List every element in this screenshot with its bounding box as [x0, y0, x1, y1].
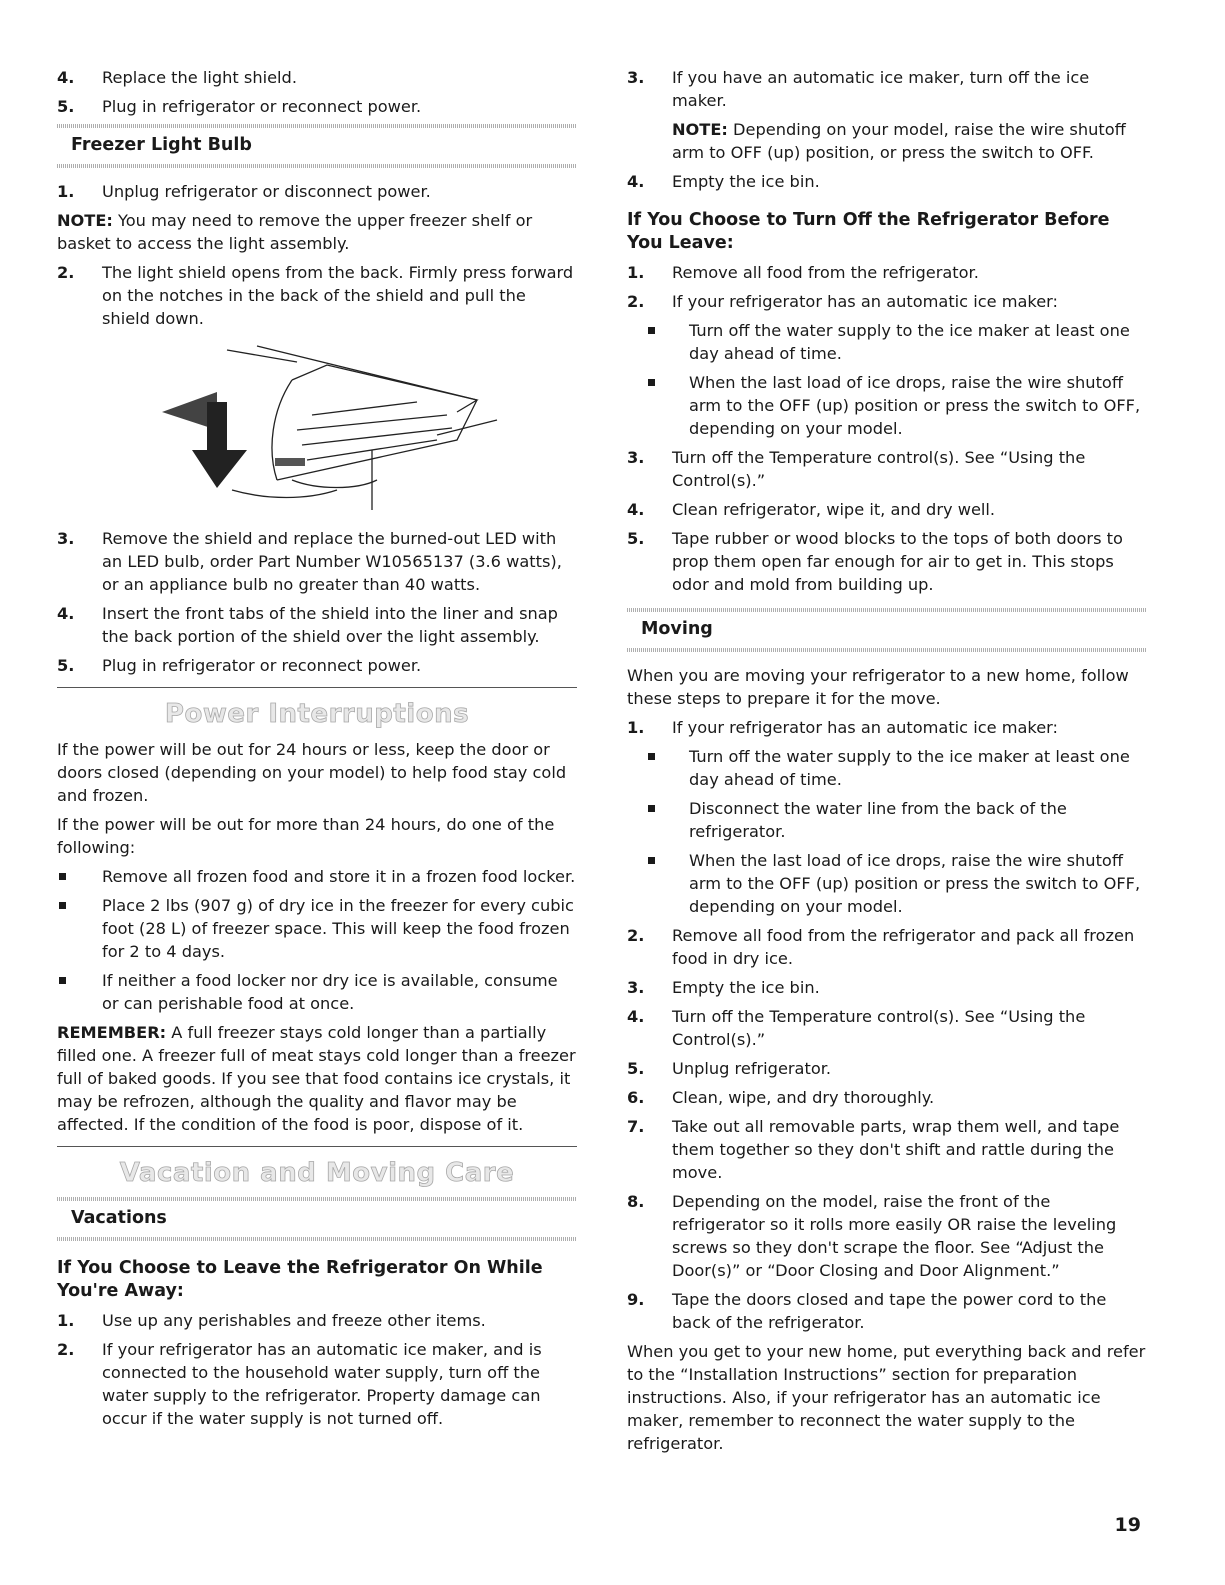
list-item: Turn off the water supply to the ice maker at least one day ahead of time. — [627, 319, 1147, 365]
power-paragraph: If the power will be out for more than 24 hours, do one of the following: — [57, 815, 555, 857]
list-item: 3. Empty the ice bin. — [627, 978, 820, 997]
list-item: 4. Clean refrigerator, wipe it, and dry well. — [627, 500, 996, 519]
list-item: 8. Depending on the model, raise the front of the refrigerator so it rolls more easily OR raise the leveling screws so they don't scrape the floor. See “Adjust the Door(s)” or “Door Closing and Door Alignment.” — [627, 1192, 1117, 1280]
remember-paragraph: REMEMBER: A full freezer stays cold longer than a partially filled one. A freezer full of meat stays cold longer than a freezer full of baked goods. If you see that food contains ice crystals, it may be refrozen, although the quality and flavor may be affected. If the condition of the food is poor, dispose of it. — [57, 1023, 576, 1134]
dotted-divider — [57, 1237, 577, 1241]
list-item: Turn off the water supply to the ice maker at least one day ahead of time. — [627, 745, 1147, 791]
dotted-divider — [57, 1197, 577, 1201]
list-item: 5. Unplug refrigerator. — [627, 1059, 832, 1078]
list-item: 9. Tape the doors closed and tape the power cord to the back of the refrigerator. — [627, 1290, 1107, 1332]
list-item: 7. Take out all removable parts, wrap them well, and tape them together so they don't shift and rattle during the move. — [627, 1117, 1120, 1182]
list-item: When the last load of ice drops, raise the wire shutoff arm to the OFF (up) position or press the switch to OFF, depending on your model. — [627, 371, 1147, 440]
list-item: Remove all frozen food and store it in a frozen food locker. — [57, 865, 577, 888]
list-item: 1. Remove all food from the refrigerator. — [627, 263, 979, 282]
leave-on-heading: If You Choose to Leave the Refrigerator On While You're Away: — [57, 1258, 543, 1301]
list-item: 6. Clean, wipe, and dry thoroughly. — [627, 1088, 935, 1107]
list-item: 2. Remove all food from the refrigerator and pack all frozen food in dry ice. — [627, 926, 1135, 968]
moving-heading: Moving — [641, 619, 713, 639]
list-item: When the last load of ice drops, raise the wire shutoff arm to the OFF (up) position or press the switch to OFF, depending on your model. — [627, 849, 1147, 918]
power-paragraph: If the power will be out for 24 hours or less, keep the door or doors closed (depending on your model) to help food stay cold and frozen. — [57, 740, 567, 805]
power-interruptions-title: Power Interruptions — [164, 699, 470, 729]
list-item: If neither a food locker nor dry ice is available, consume or can perishable food at once. — [57, 969, 577, 1015]
list-item: 2. If your refrigerator has an automatic ice maker: — [627, 292, 1058, 311]
turn-off-heading: If You Choose to Turn Off the Refrigerator Before You Leave: — [627, 210, 1110, 253]
vacations-heading: Vacations — [71, 1208, 167, 1228]
list-item: Disconnect the water line from the back of the refrigerator. — [627, 797, 1147, 843]
list-item: 1. Unplug refrigerator or disconnect power. — [57, 182, 431, 201]
vacation-moving-title: Vacation and Moving Care — [119, 1158, 515, 1188]
left-column — [57, 66, 577, 1436]
list-item: 2. The light shield opens from the back. Firmly press forward on the notches in the back of the shield and pull the shield down. — [57, 263, 574, 328]
list-item: Place 2 lbs (907 g) of dry ice in the freezer for every cubic foot (28 L) of freezer space. This will keep the food frozen for 2 to 4 days. — [57, 894, 577, 963]
list-item: 5. Tape rubber or wood blocks to the tops of both doors to prop them open far enough for air to get in. This stops odor and mold from building up. — [627, 529, 1123, 594]
moving-intro: When you are moving your refrigerator to a new home, follow these steps to prepare it for the move. — [627, 666, 1129, 708]
light-shield-illustration — [57, 340, 577, 515]
list-item: 4. Turn off the Temperature control(s). See “Using the Control(s).” — [627, 1007, 1086, 1049]
list-item: 5. Plug in refrigerator or reconnect power. — [57, 656, 422, 675]
right-column — [627, 66, 1147, 1461]
list-item: 5. Plug in refrigerator or reconnect power. — [57, 97, 422, 116]
dotted-divider — [627, 648, 1147, 652]
list-item: 4. Insert the front tabs of the shield into the liner and snap the back portion of the shield over the light assembly. — [57, 604, 558, 646]
list-item: 1. If your refrigerator has an automatic ice maker: — [627, 718, 1058, 737]
list-item: 3. Remove the shield and replace the burned-out LED with an LED bulb, order Part Number W10565137 (3.6 watts), or an appliance bulb no greater than 40 watts. — [57, 529, 562, 594]
list-item: 2. If your refrigerator has an automatic ice maker, and is connected to the household water supply, turn off the water supply to the refrigerator. Property damage can occur if the water supply is not turned off. — [57, 1340, 542, 1428]
list-item: 1. Use up any perishables and freeze other items. — [57, 1311, 486, 1330]
freezer-light-heading: Freezer Light Bulb — [71, 135, 252, 155]
ice-maker-note: NOTE: Depending on your model, raise the wire shutoff arm to OFF (up) position, or press the switch to OFF. — [672, 120, 1126, 162]
freezer-note: NOTE: You may need to remove the upper freezer shelf or basket to access the light assembly. — [57, 211, 533, 253]
list-item: 3. Turn off the Temperature control(s). See “Using the Control(s).” — [627, 448, 1086, 490]
dotted-divider — [57, 124, 577, 128]
page-number: 19 — [1114, 1514, 1141, 1536]
dotted-divider — [57, 164, 577, 168]
list-item: 3. If you have an automatic ice maker, turn off the ice maker. — [627, 68, 1090, 110]
section-rule — [57, 1146, 577, 1147]
section-rule — [57, 687, 577, 688]
dotted-divider — [627, 608, 1147, 612]
list-item: 4. Replace the light shield. — [57, 68, 297, 87]
closing-paragraph: When you get to your new home, put everything back and refer to the “Installation Instructions” section for preparation instructions. Also, if your refrigerator has an automatic ice maker, remember to reconnect the water supply to the refrigerator. — [627, 1342, 1146, 1453]
list-item: 4. Empty the ice bin. — [627, 172, 820, 191]
